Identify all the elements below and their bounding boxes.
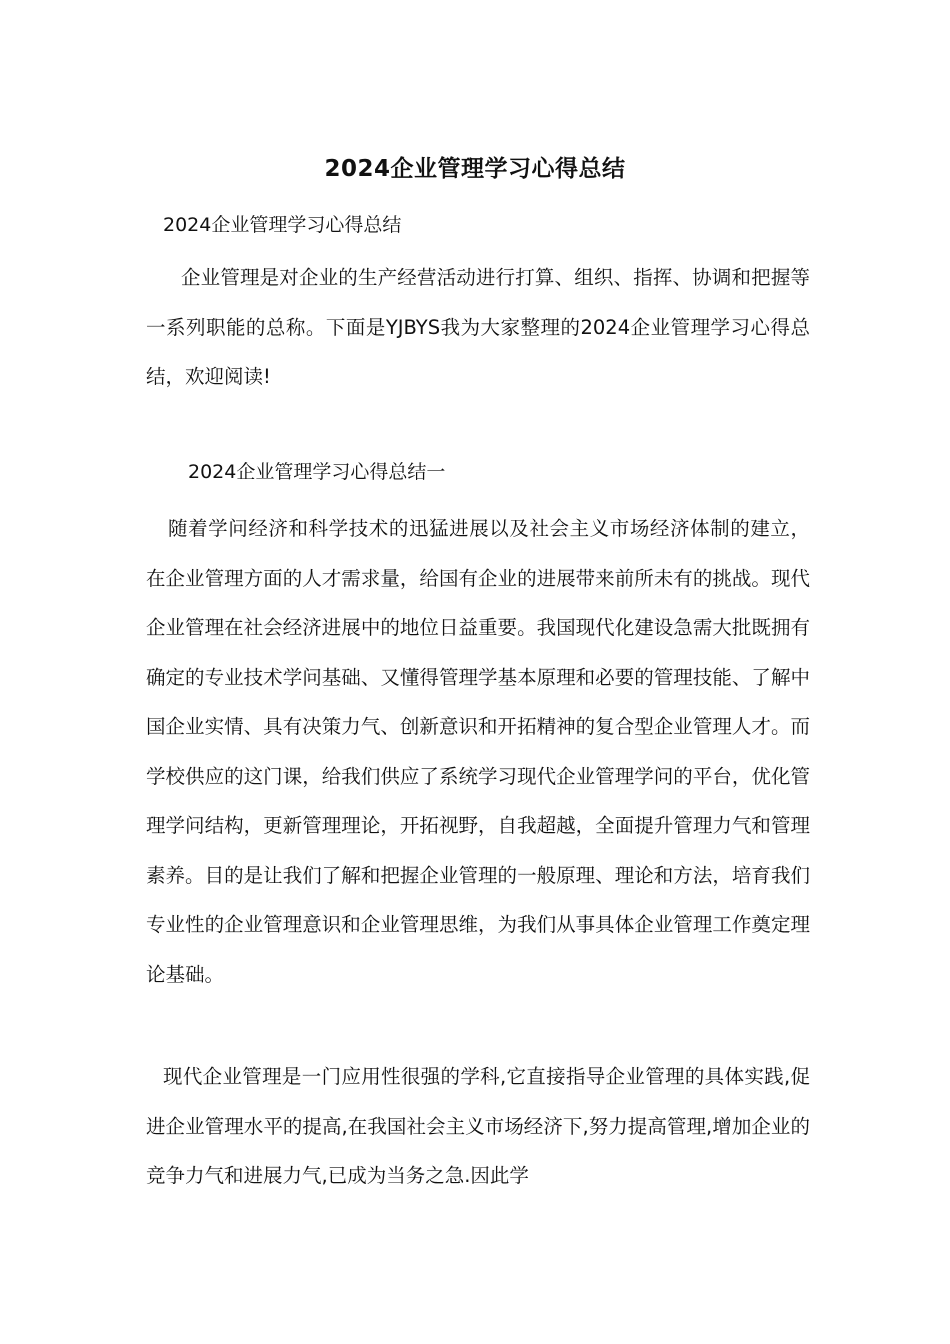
intro-paragraph: 企业管理是对企业的生产经营活动进行打算、组织、指挥、协调和把握等一系列职能的总称。下面是YJBYS我为大家整理的2024企业管理学习心得总结，欢迎阅读!	[146, 266, 810, 388]
body-paragraph-2: 现代企业管理是一门应用性很强的学科,它直接指导企业管理的具体实践,促进企业管理水平的提高,在我国社会主义市场经济下,努力提高管理,增加企业的竞争力气和进展力气,已成为当务之急.因此学	[146, 1065, 810, 1187]
document-title: 2024企业管理学习心得总结	[324, 156, 626, 182]
section-heading: 2024企业管理学习心得总结一	[188, 461, 446, 483]
body-paragraph-1: 随着学问经济和科学技术的迅猛进展以及社会主义市场经济体制的建立，在企业管理方面的人才需求量，给国有企业的进展带来前所未有的挑战。现代企业管理在社会经济进展中的地位日益重要。我国现代化建设急需大批既拥有确定的专业技术学问基础、又懂得管理学基本原理和必要的管理技能、了解中国企业实情、具有决策力气、创新意识和开拓精神的复合型企业管理人才。而学校供应的这门课，给我们供应了系统学习现代企业管理学问的平台，优化管理学问结构，更新管理理论，开拓视野，自我超越，全面提升管理力气和管理素养。目的是让我们了解和把握企业管理的一般原理、理论和方法，培育我们专业性的企业管理意识和企业管理思维，为我们从事具体企业管理工作奠定理论基础。	[146, 517, 810, 986]
document-subtitle: 2024企业管理学习心得总结	[163, 214, 402, 236]
